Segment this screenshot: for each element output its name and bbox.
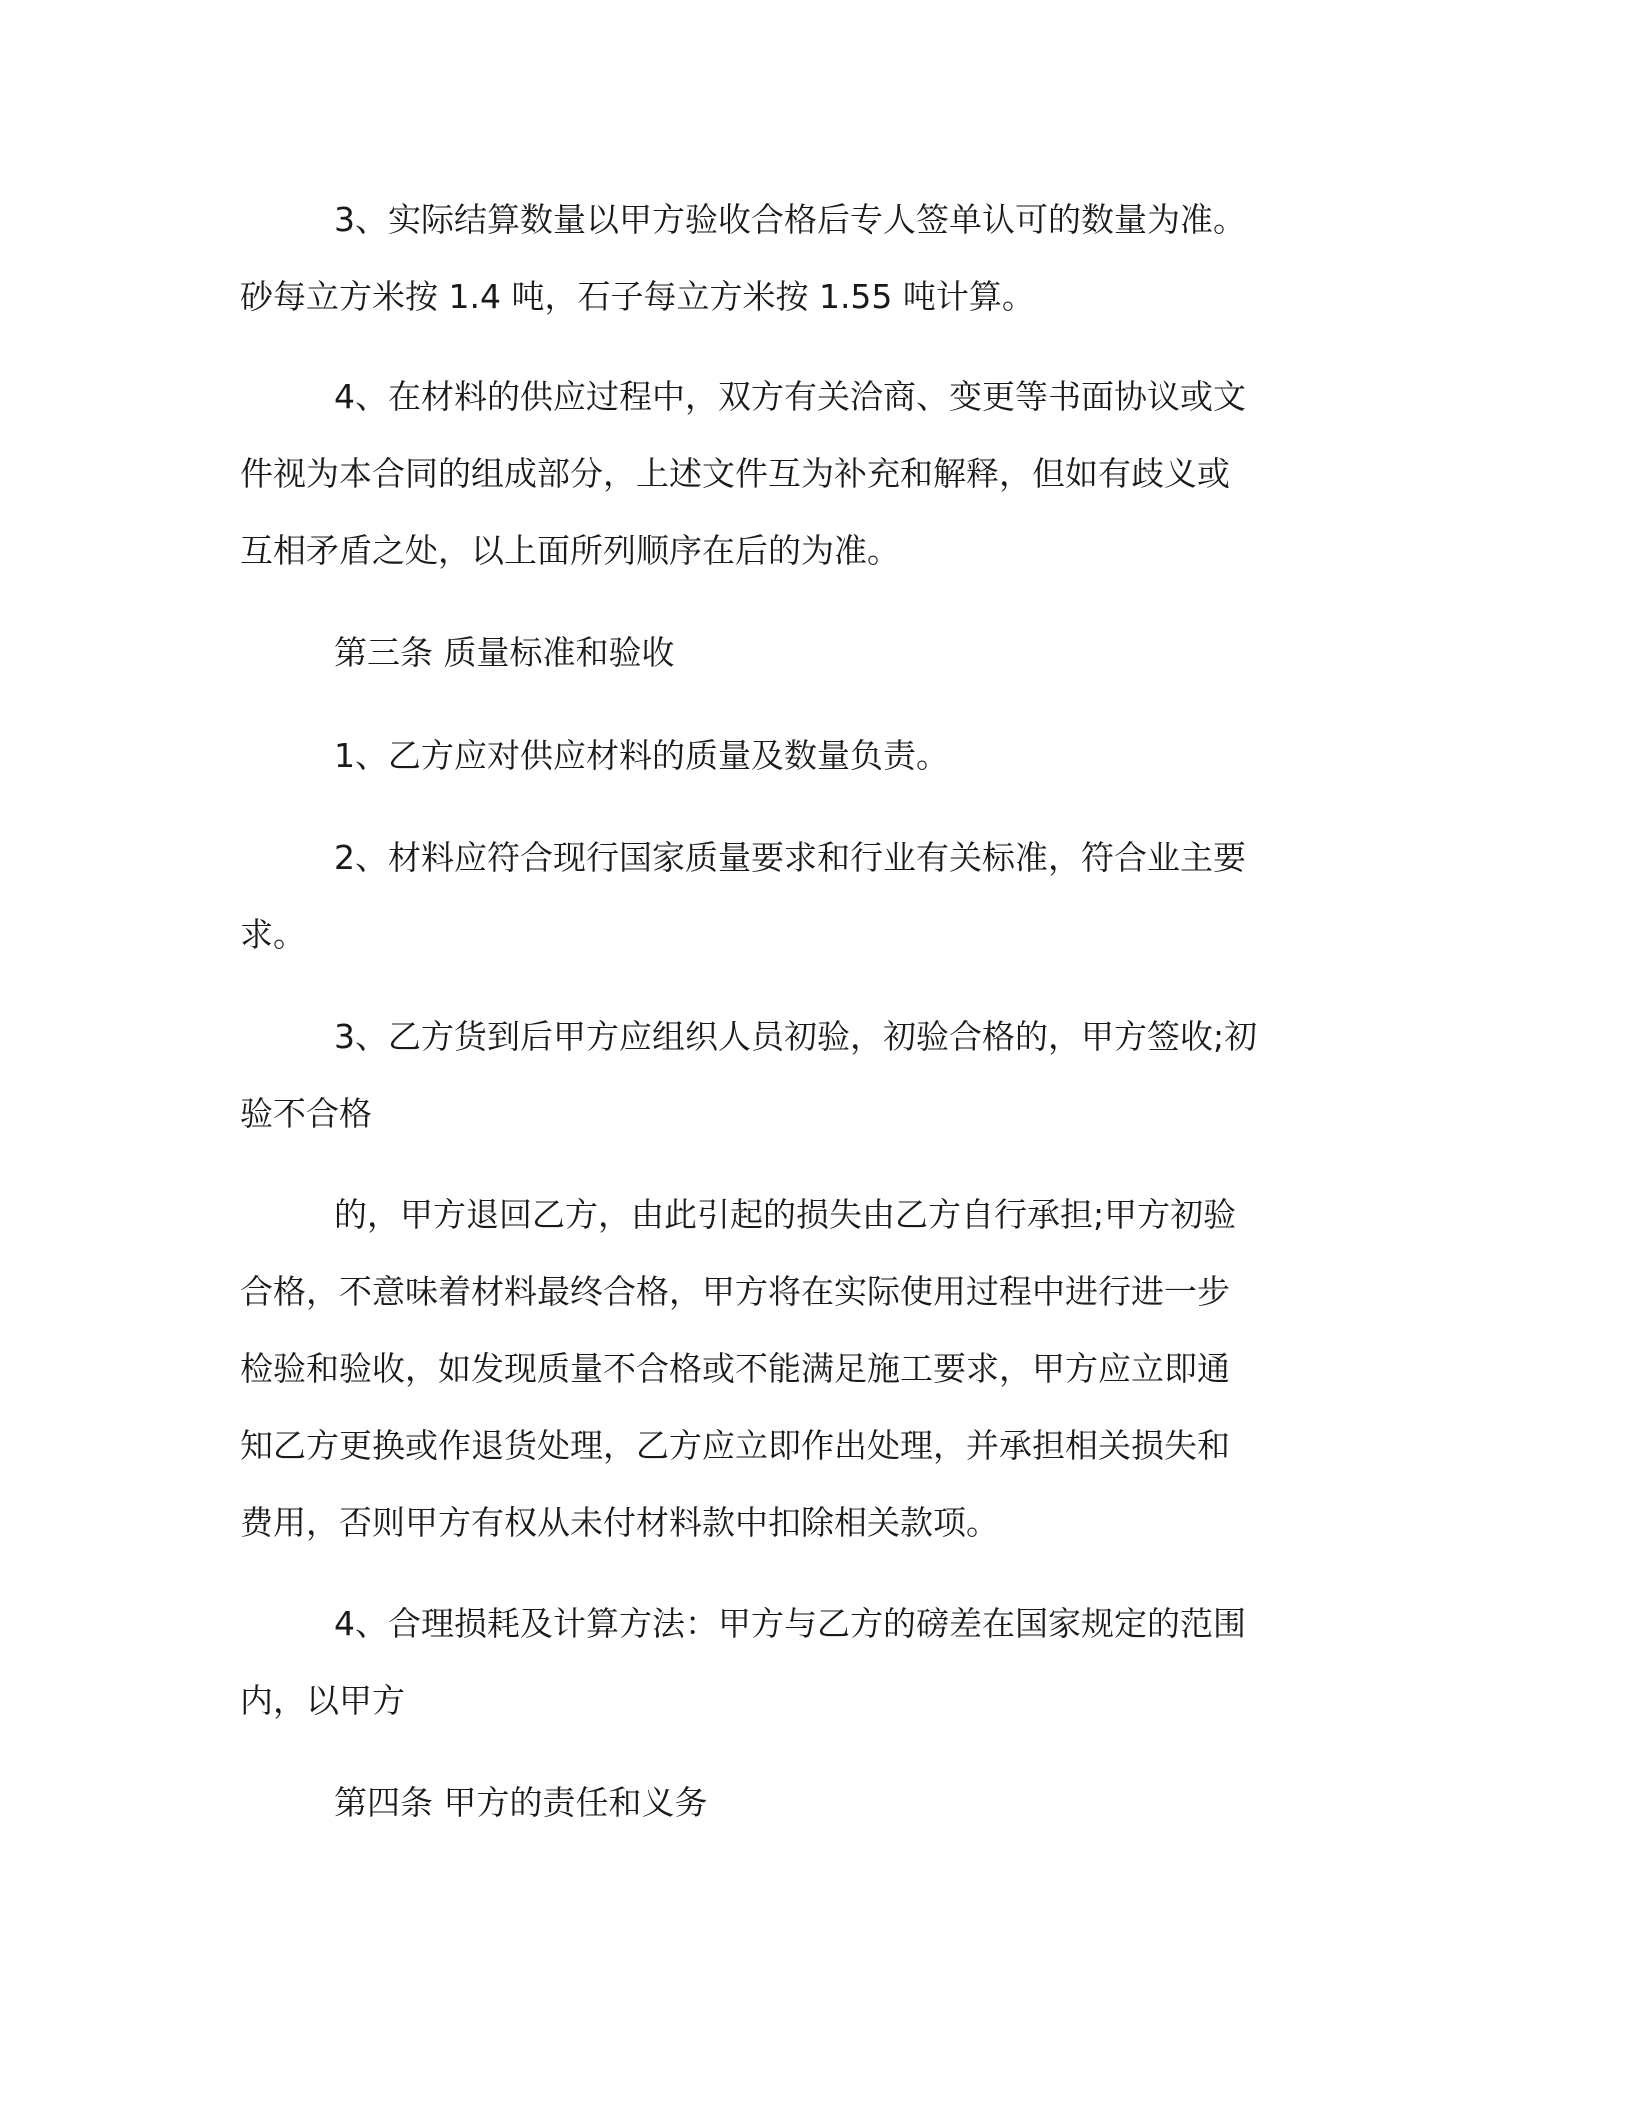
paragraph-line: 4、在材料的供应过程中，双方有关洽商、变更等书面协议或文: [334, 377, 1246, 416]
paragraph-line: 4、合理损耗及计算方法：甲方与乙方的磅差在国家规定的范围: [334, 1604, 1246, 1643]
paragraph-line: 检验和验收，如发现质量不合格或不能满足施工要求，甲方应立即通: [240, 1349, 1230, 1388]
section-title: 第三条 质量标准和验收: [334, 633, 675, 672]
paragraph-supply-agreements: [240, 358, 1370, 589]
paragraph-line: 3、实际结算数量以甲方验收合格后专人签单认可的数量为准。: [334, 200, 1246, 239]
paragraph-loss-calculation: [240, 1585, 1370, 1739]
section-heading-article-4: [240, 1764, 1370, 1841]
paragraph-line: 的，甲方退回乙方，由此引起的损失由乙方自行承担;甲方初验: [334, 1195, 1237, 1234]
paragraph-line: 砂每立方米按 1.4 吨，石子每立方米按 1.55 吨计算。: [240, 277, 1035, 316]
paragraph-line: 2、材料应符合现行国家质量要求和行业有关标准，符合业主要: [334, 838, 1246, 877]
paragraph-line: 件视为本合同的组成部分，上述文件互为补充和解释，但如有歧义或: [240, 454, 1230, 493]
paragraph-line: 互相矛盾之处，以上面所列顺序在后的为准。: [240, 531, 900, 570]
paragraph-line: 验不合格: [240, 1094, 372, 1133]
section-heading-article-3: [240, 614, 1370, 691]
paragraph-line: 3、乙方货到后甲方应组织人员初验，初验合格的，甲方签收;初: [334, 1017, 1258, 1056]
paragraph-initial-inspection: [240, 998, 1370, 1152]
section-title: 第四条 甲方的责任和义务: [334, 1783, 708, 1822]
paragraph-line: 知乙方更换或作退货处理，乙方应立即作出处理，并承担相关损失和: [240, 1426, 1230, 1465]
paragraph-line: 求。: [240, 915, 306, 954]
paragraph-line: 合格，不意味着材料最终合格，甲方将在实际使用过程中进行进一步: [240, 1272, 1230, 1311]
paragraph-rejection-terms: [240, 1176, 1370, 1561]
paragraph-quality-responsibility: [240, 717, 1370, 794]
paragraph-line: 内，以甲方: [240, 1681, 405, 1720]
paragraph-line: 1、乙方应对供应材料的质量及数量负责。: [334, 736, 949, 775]
paragraph-settlement-quantity: [240, 181, 1370, 335]
paragraph-line: 费用，否则甲方有权从未付材料款中扣除相关款项。: [240, 1503, 999, 1542]
paragraph-material-standards: [240, 819, 1370, 973]
